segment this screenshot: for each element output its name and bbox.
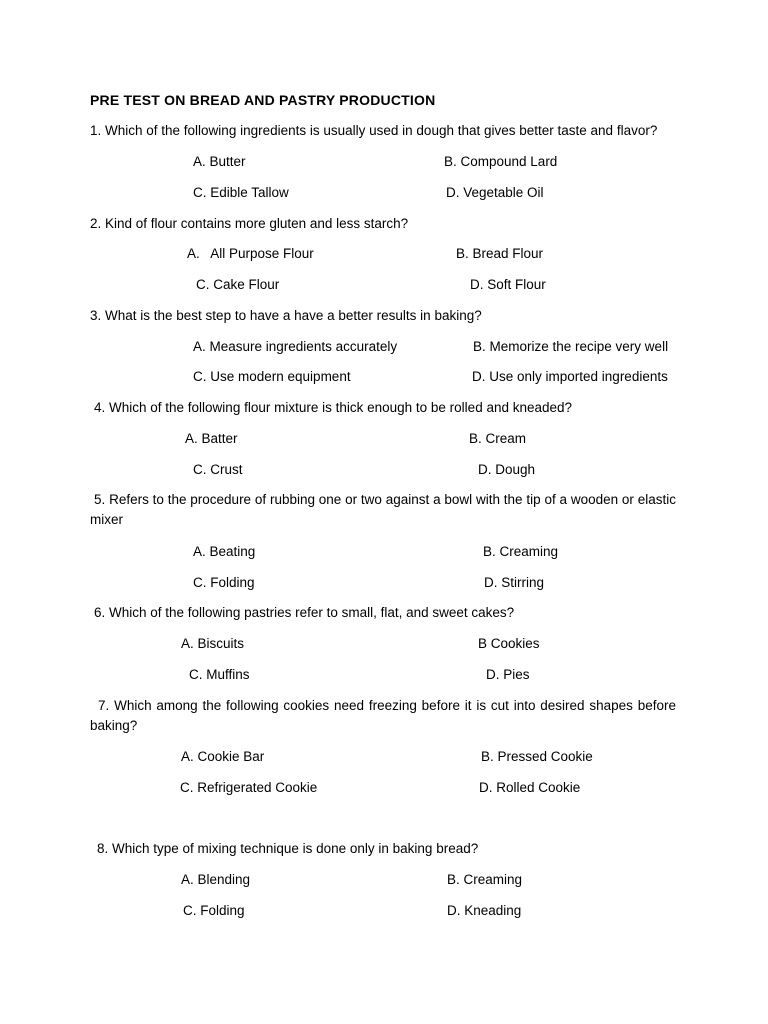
document-title: PRE TEST ON BREAD AND PASTRY PRODUCTION bbox=[90, 92, 436, 108]
q1-option-b: B. Compound Lard bbox=[444, 154, 558, 169]
q8-option-b: B. Creaming bbox=[447, 872, 523, 887]
question-6: 6. Which of the following pastries refer to small, flat, and sweet cakes? bbox=[94, 605, 515, 620]
q1-option-a: A. Butter bbox=[193, 154, 246, 169]
q6-option-b: B Cookies bbox=[478, 636, 540, 651]
q3-option-c: C. Use modern equipment bbox=[193, 369, 351, 384]
q5-option-b: B. Creaming bbox=[483, 544, 559, 559]
q6-option-d: D. Pies bbox=[486, 667, 530, 682]
q1-option-c: C. Edible Tallow bbox=[193, 185, 289, 200]
q4-option-c: C. Crust bbox=[193, 462, 243, 477]
question-1: 1. Which of the following ingredients is usually used in dough that gives better taste and flavor? bbox=[90, 123, 658, 138]
q2-option-c: C. Cake Flour bbox=[196, 277, 280, 292]
q3-option-a: A. Measure ingredients accurately bbox=[193, 339, 398, 354]
q2-option-b: B. Bread Flour bbox=[456, 246, 544, 261]
q8-option-d: D. Kneading bbox=[447, 903, 522, 918]
q3-option-d: D. Use only imported ingredients bbox=[472, 369, 668, 384]
q8-option-c: C. Folding bbox=[183, 903, 245, 918]
question-7: 7. Which among the following cookies need freezing before it is cut into desired shapes before baking? bbox=[90, 698, 676, 733]
q4-option-b: B. Cream bbox=[469, 431, 527, 446]
q7-option-c: C. Refrigerated Cookie bbox=[180, 780, 318, 795]
q5-option-d: D. Stirring bbox=[484, 575, 545, 590]
q2-option-d: D. Soft Flour bbox=[470, 277, 546, 292]
q3-option-b: B. Memorize the recipe very well bbox=[473, 339, 669, 354]
q5-option-a: A. Beating bbox=[193, 544, 256, 559]
q1-option-d: D. Vegetable Oil bbox=[446, 185, 544, 200]
q8-option-a: A. Blending bbox=[181, 872, 251, 887]
q2-option-a: A. All Purpose Flour bbox=[187, 246, 314, 261]
q4-option-d: D. Dough bbox=[478, 462, 536, 477]
q5-option-c: C. Folding bbox=[193, 575, 255, 590]
q7-option-b: B. Pressed Cookie bbox=[481, 749, 593, 764]
question-5: 5. Refers to the procedure of rubbing one or two against a bowl with the tip of a wooden or elastic mixer bbox=[90, 492, 676, 527]
q7-option-d: D. Rolled Cookie bbox=[479, 780, 581, 795]
q7-option-a: A. Cookie Bar bbox=[181, 749, 265, 764]
q4-option-a: A. Batter bbox=[185, 431, 238, 446]
q6-option-a: A. Biscuits bbox=[181, 636, 245, 651]
question-3: 3. What is the best step to have a have a better results in baking? bbox=[90, 308, 482, 323]
q6-option-c: C. Muffins bbox=[189, 667, 250, 682]
question-8: 8. Which type of mixing technique is done only in baking bread? bbox=[97, 841, 479, 856]
question-2: 2. Kind of flour contains more gluten and less starch? bbox=[90, 216, 409, 231]
question-4: 4. Which of the following flour mixture is thick enough to be rolled and kneaded? bbox=[94, 400, 573, 415]
